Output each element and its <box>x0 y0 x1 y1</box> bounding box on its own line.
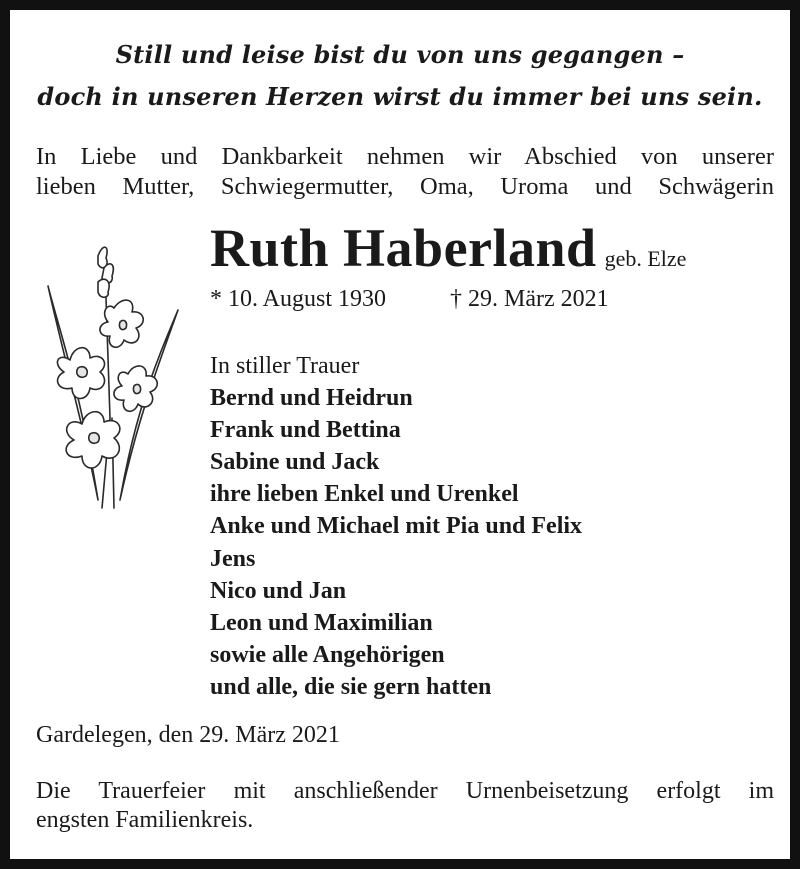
birth-date: * 10. August 1930 <box>210 286 387 312</box>
motto-line-1: Still und leise bist du von uns gegangen – <box>115 40 685 69</box>
intro-line-2: lieben Mutter, Schwiegermutter, Oma, Uroma und Schwägerin <box>36 173 774 200</box>
mourners-list <box>210 350 582 703</box>
mourner-name: Jens <box>210 545 256 572</box>
mourner-name: Sabine und Jack <box>210 449 380 476</box>
gladiolus-flower-icon <box>40 238 190 518</box>
mourner-name: Bernd und Heidrun <box>210 385 413 412</box>
mourner-name: Anke und Michael mit Pia und Felix <box>210 513 583 540</box>
mourner-name: und alle, die sie gern hatten <box>210 673 492 700</box>
deceased-name: Ruth Haberland <box>210 218 597 278</box>
funeral-note-line-2: engsten Familienkreis. <box>36 807 254 833</box>
mourner-name: ihre lieben Enkel und Urenkel <box>210 481 519 508</box>
place-and-date: Gardelegen, den 29. März 2021 <box>36 722 340 748</box>
motto-line-2: doch in unseren Herzen wirst du immer bei uns sein. <box>37 82 763 111</box>
death-date: † 29. März 2021 <box>450 286 609 312</box>
mourner-name: sowie alle Angehörigen <box>210 641 445 668</box>
intro-line-1: In Liebe und Dankbarkeit nehmen wir Abschied von unserer <box>36 143 774 170</box>
funeral-note-line-1: Die Trauerfeier mit anschließender Urnenbeisetzung erfolgt im <box>36 778 774 804</box>
mourners-heading: In stiller Trauer <box>210 353 360 379</box>
mourner-name: Nico und Jan <box>210 577 347 604</box>
birth-name: geb. Elze <box>604 246 687 271</box>
funeral-note <box>36 777 774 835</box>
mourner-name: Leon und Maximilian <box>210 609 433 636</box>
deceased-name-row <box>210 217 686 279</box>
mourner-name: Frank und Bettina <box>210 417 401 444</box>
